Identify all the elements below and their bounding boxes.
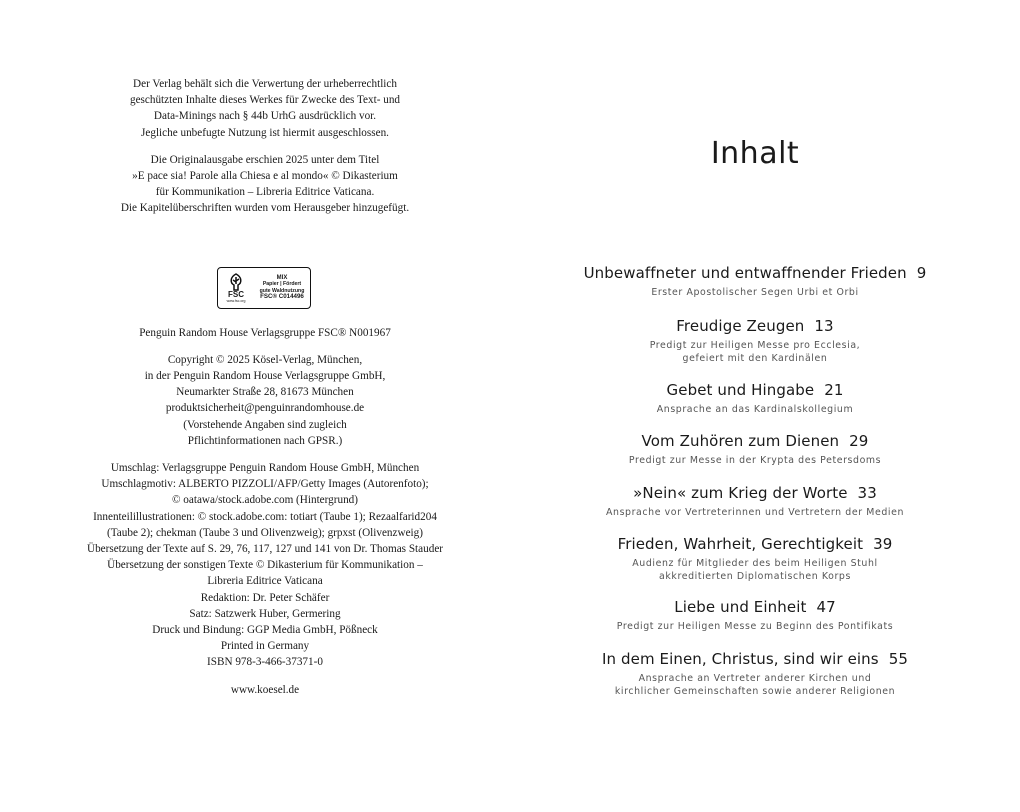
credit-line: Satz: Satzwerk Huber, Germering xyxy=(189,607,341,620)
toc-entry[interactable] xyxy=(560,263,950,299)
toc-entry-subtitle: Ansprache vor Vertreterinnen und Vertretern der Medien xyxy=(606,507,904,518)
legal-line: Data-Minings nach § 44b UrhG ausdrücklich vor. xyxy=(153,110,377,123)
imprint-page xyxy=(60,76,470,698)
fsc-mark: FSC xyxy=(228,289,244,299)
toc-entry[interactable] xyxy=(560,316,950,365)
fsc-text-1: Papier | Fördert xyxy=(262,281,302,288)
toc-entry[interactable] xyxy=(560,483,950,519)
toc-entry-page: 55 xyxy=(888,650,908,668)
toc-entry-subtitle xyxy=(560,672,950,698)
toc-entry-title: Vom Zuhören zum Dienen xyxy=(641,432,840,450)
toc-entry-subtitle: Erster Apostolischer Segen Urbi et Orbi xyxy=(651,287,859,298)
toc-entry-subtitle-line: gefeiert mit den Kardinälen xyxy=(682,353,828,364)
toc-entry-subtitle: Predigt zur Heiligen Messe zu Beginn des Pontifikats xyxy=(616,621,894,632)
credit-line: Umschlag: Verlagsgruppe Penguin Random House GmbH, München xyxy=(110,462,420,475)
credit-line: Innenteilillustrationen: © stock.adobe.com: totiart (Taube 1); Rezaalfarid204 xyxy=(93,510,437,523)
copyright-line: Copyright © 2025 Kösel-Verlag, München, xyxy=(167,353,363,366)
toc-entry-title: Frieden, Wahrheit, Gerechtigkeit xyxy=(617,535,864,553)
fsc-text-2: gute Waldnutzung xyxy=(259,287,305,294)
credit-line: Druck und Bindung: GGP Media GmbH, Pößneck xyxy=(152,624,378,637)
toc-entry-subtitle-line: kirchlicher Gemeinschaften sowie anderer Religionen xyxy=(614,686,896,697)
credit-line: (Taube 2); chekman (Taube 3 und Olivenzweig); grpxst (Olivenzweig) xyxy=(107,526,423,539)
toc-entry-subtitle-line: Predigt zur Heiligen Messe pro Ecclesia, xyxy=(649,340,861,351)
credit-line: ISBN 978-3-466-37371-0 xyxy=(207,656,323,669)
publisher-url-block xyxy=(60,682,470,698)
copyright-block xyxy=(60,352,470,449)
original-line: »E pace sia! Parole alla Chiesa e al mondo« © Dikasterium xyxy=(132,170,398,183)
credit-line: Umschlagmotiv: ALBERTO PIZZOLI/AFP/Getty Images (Autorenfoto); xyxy=(101,478,429,491)
toc-entry-page: 9 xyxy=(916,264,927,282)
toc-entry[interactable] xyxy=(560,534,950,583)
toc-entry-subtitle: Predigt zur Messe in der Krypta des Petersdoms xyxy=(628,455,882,466)
fsc-url: www.fsc.org xyxy=(226,298,246,303)
copyright-line: produktsicherheit@penguinrandomhouse.de xyxy=(165,402,365,415)
toc-entry-page: 47 xyxy=(816,598,836,616)
toc-entry-title: »Nein« zum Krieg der Worte xyxy=(633,484,848,502)
toc-entry-title: Gebet und Hingabe xyxy=(666,381,815,399)
original-line: Die Kapitelüberschriften wurden vom Herausgeber hinzugefügt. xyxy=(120,202,410,215)
credit-line: © oatawa/stock.adobe.com (Hintergrund) xyxy=(172,494,358,507)
credits-block xyxy=(60,460,470,671)
toc-entry-subtitle-line: Audienz für Mitglieder des beim Heiligen Stuhl xyxy=(632,558,878,569)
toc-entry-page: 33 xyxy=(857,484,877,502)
fsc-code: FSC® C014496 xyxy=(260,292,304,300)
publisher-fsc-line xyxy=(60,325,470,341)
fsc-logo xyxy=(217,267,311,309)
original-edition-note xyxy=(60,152,470,217)
credit-line: Übersetzung der sonstigen Texte © Dikasterium für Kommunikation – xyxy=(107,559,423,572)
copyright-line: Neumarkter Straße 28, 81673 München xyxy=(176,386,354,399)
toc-entry-title: In dem Einen, Christus, sind wir eins xyxy=(602,650,879,668)
legal-line: Der Verlag behält sich die Verwertung der urheberrechtlich xyxy=(133,78,397,90)
toc-entry[interactable] xyxy=(560,597,950,633)
fsc-tree-icon xyxy=(226,273,246,291)
publisher-url[interactable]: www.koesel.de xyxy=(230,683,300,696)
toc-entry-page: 13 xyxy=(814,317,834,335)
toc-entry-subtitle xyxy=(560,339,950,365)
toc-entry-page: 39 xyxy=(873,535,893,553)
toc-entry-page: 21 xyxy=(824,381,844,399)
credit-line: Printed in Germany xyxy=(220,640,310,653)
copyright-line: Pflichtinformationen nach GPSR.) xyxy=(187,434,343,447)
original-line: Die Originalausgabe erschien 2025 unter dem Titel xyxy=(150,153,380,166)
toc-entry-subtitle xyxy=(560,557,950,583)
legal-line: Jegliche unbefugte Nutzung ist hiermit ausgeschlossen. xyxy=(141,126,389,139)
credit-line: Libreria Editrice Vaticana xyxy=(207,575,323,588)
toc-entry-subtitle: Ansprache an das Kardinalskollegium xyxy=(656,404,854,415)
toc-entry[interactable] xyxy=(560,380,950,416)
legal-line: geschützten Inhalte dieses Werkes für Zwecke des Text- und xyxy=(129,94,401,107)
toc-entry-page: 29 xyxy=(849,432,869,450)
penguin-line: Penguin Random House Verlagsgruppe FSC® N001967 xyxy=(139,326,391,339)
copyright-line: (Vorstehende Angaben sind zugleich xyxy=(183,418,347,431)
toc-entry-subtitle-line: akkreditierten Diplomatischen Korps xyxy=(659,571,851,582)
toc-entry[interactable] xyxy=(560,649,950,698)
toc-entry-title: Freudige Zeugen xyxy=(676,317,805,335)
credit-line: Übersetzung der Texte auf S. 29, 76, 117, 127 und 141 von Dr. Thomas Stauder xyxy=(86,543,444,556)
credit-line: Redaktion: Dr. Peter Schäfer xyxy=(200,591,330,604)
copyright-line: in der Penguin Random House Verlagsgruppe GmbH, xyxy=(144,370,386,383)
toc-entry-title: Unbewaffneter und entwaffnender Frieden xyxy=(583,264,907,282)
toc-entry[interactable] xyxy=(560,431,950,467)
toc-title: Inhalt xyxy=(710,136,800,171)
fsc-mix: MIX xyxy=(276,275,288,282)
toc-entry-title: Liebe und Einheit xyxy=(674,598,807,616)
fsc-label xyxy=(217,267,313,311)
legal-notice xyxy=(60,76,470,141)
original-line: für Kommunikation – Libreria Editrice Vaticana. xyxy=(155,186,375,199)
toc-entry-subtitle-line: Ansprache an Vertreter anderer Kirchen und xyxy=(638,673,872,684)
